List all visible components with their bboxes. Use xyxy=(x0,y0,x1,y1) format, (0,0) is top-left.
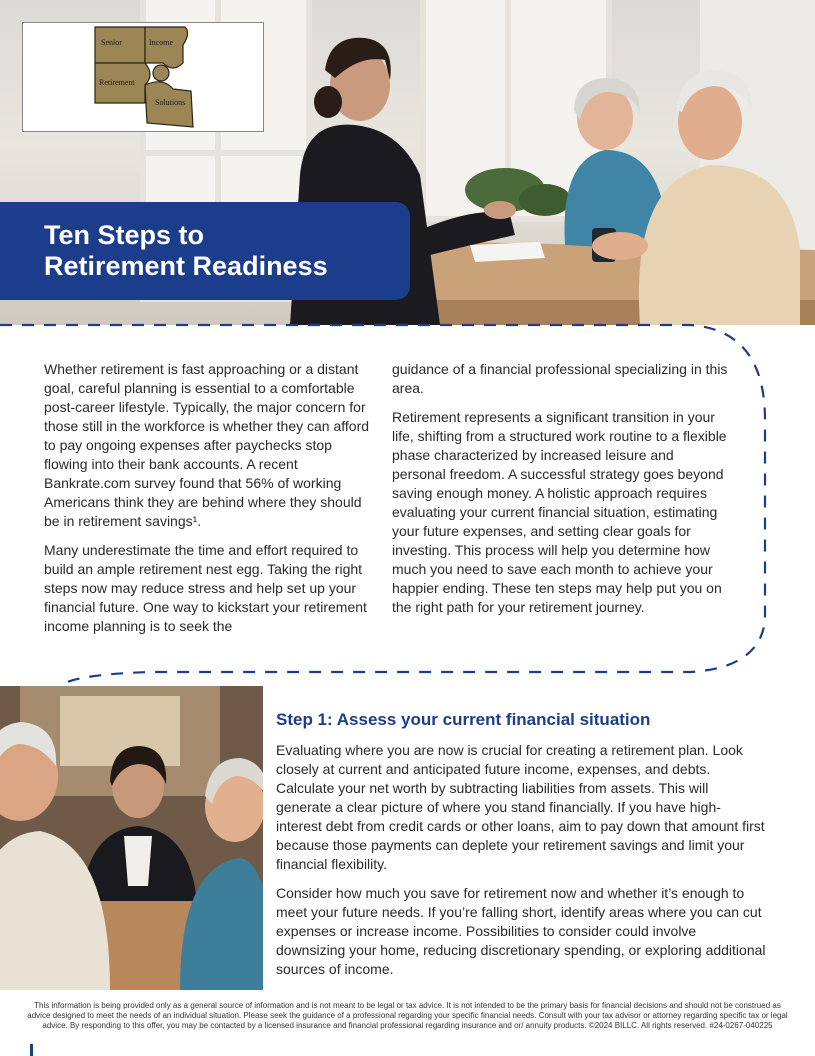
logo-word-retirement: Retirement xyxy=(99,78,135,87)
intro-column-left xyxy=(44,360,378,646)
legal-disclaimer: This information is being provided only as a general source of information and is not meant to be legal or tax advice. It is not intended to be the primary basis for financial decisions and should not be construed as advice designed to meet the needs of an individual situation. Please seek the guidance of a professional regarding your specific financial needs. Consult with your tax advisor or attorney regarding specific tax or legal advice. By responding to this offer, you may be contacted by a licensed insurance and financial professional regarding insurance and or/ annuity products. ©2024 BILLC. All rights reserved. #24-0267-040225 xyxy=(27,1001,788,1030)
footer-accent-line xyxy=(30,1044,33,1056)
step-1-heading xyxy=(276,710,650,730)
logo-word-senior: Senior xyxy=(101,38,122,47)
step-1-title: Assess your current financial situation xyxy=(336,710,651,729)
title-line-2: Retirement Readiness xyxy=(44,251,328,281)
intro-paragraph: Whether retirement is fast approaching or a distant goal, careful planning is essential to a comfortable post-career lifestyle. Typically, the major concern for those still in the workforce is whether they can afford to pay ongoing expenses after paychecks stop flowing into their bank accounts. A recent Bankrate.com survey found that 56% of working Americans think they are behind where they should be in retirement savings¹. xyxy=(44,361,370,529)
intro-paragraph: Many underestimate the time and effort required to build an ample retirement nest egg. Taking the right steps now may reduce stress and help set up your financial future. One way to kickstart your retirement income planning is to seek the xyxy=(44,542,367,634)
intro-paragraph: guidance of a financial professional specializing in this area. xyxy=(392,361,728,396)
step-1-body xyxy=(276,741,766,989)
intro-paragraph: Retirement represents a significant transition in your life, shifting from a structured work routine to a flexible phase characterized by increased leisure and personal freedom. A successful strategy goes beyond saving enough money. A holistic approach requires evaluating your current financial situation, estimating your future expenses, and setting clear goals for investing. This process will help you determine how much you need to save each month to achieve your happier ending. These ten steps may help put you on the right path for your retirement journey. xyxy=(392,409,727,615)
logo-word-solutions: Solutions xyxy=(155,98,186,107)
step-1-paragraph: Evaluating where you are now is crucial for creating a retirement plan. Look closely at current and anticipated future income, expenses, and debts. Calculate your net worth by subtracting liabilities from assets. This will generate a clear picture of where you stand financially. If you have high-interest debt from credit cards or other loans, aim to pay down that amount first because those payments can deplete your retirement savings and limit your financial flexibility. xyxy=(276,742,765,872)
step-1-label: Step 1: xyxy=(276,710,333,729)
intro-column-right xyxy=(392,360,728,627)
step-1-paragraph: Consider how much you save for retirement now and whether it’s enough to meet your future needs. If you’re falling short, identify areas where you can cut expenses or increase income. Possibilities to consider could involve downsizing your home, reducing discretionary spending, or exploring additional sources of income. xyxy=(276,885,766,977)
logo-word-income: Income xyxy=(149,38,173,47)
title-line-1: Ten Steps to xyxy=(44,220,205,250)
advisor-photo xyxy=(0,686,263,990)
